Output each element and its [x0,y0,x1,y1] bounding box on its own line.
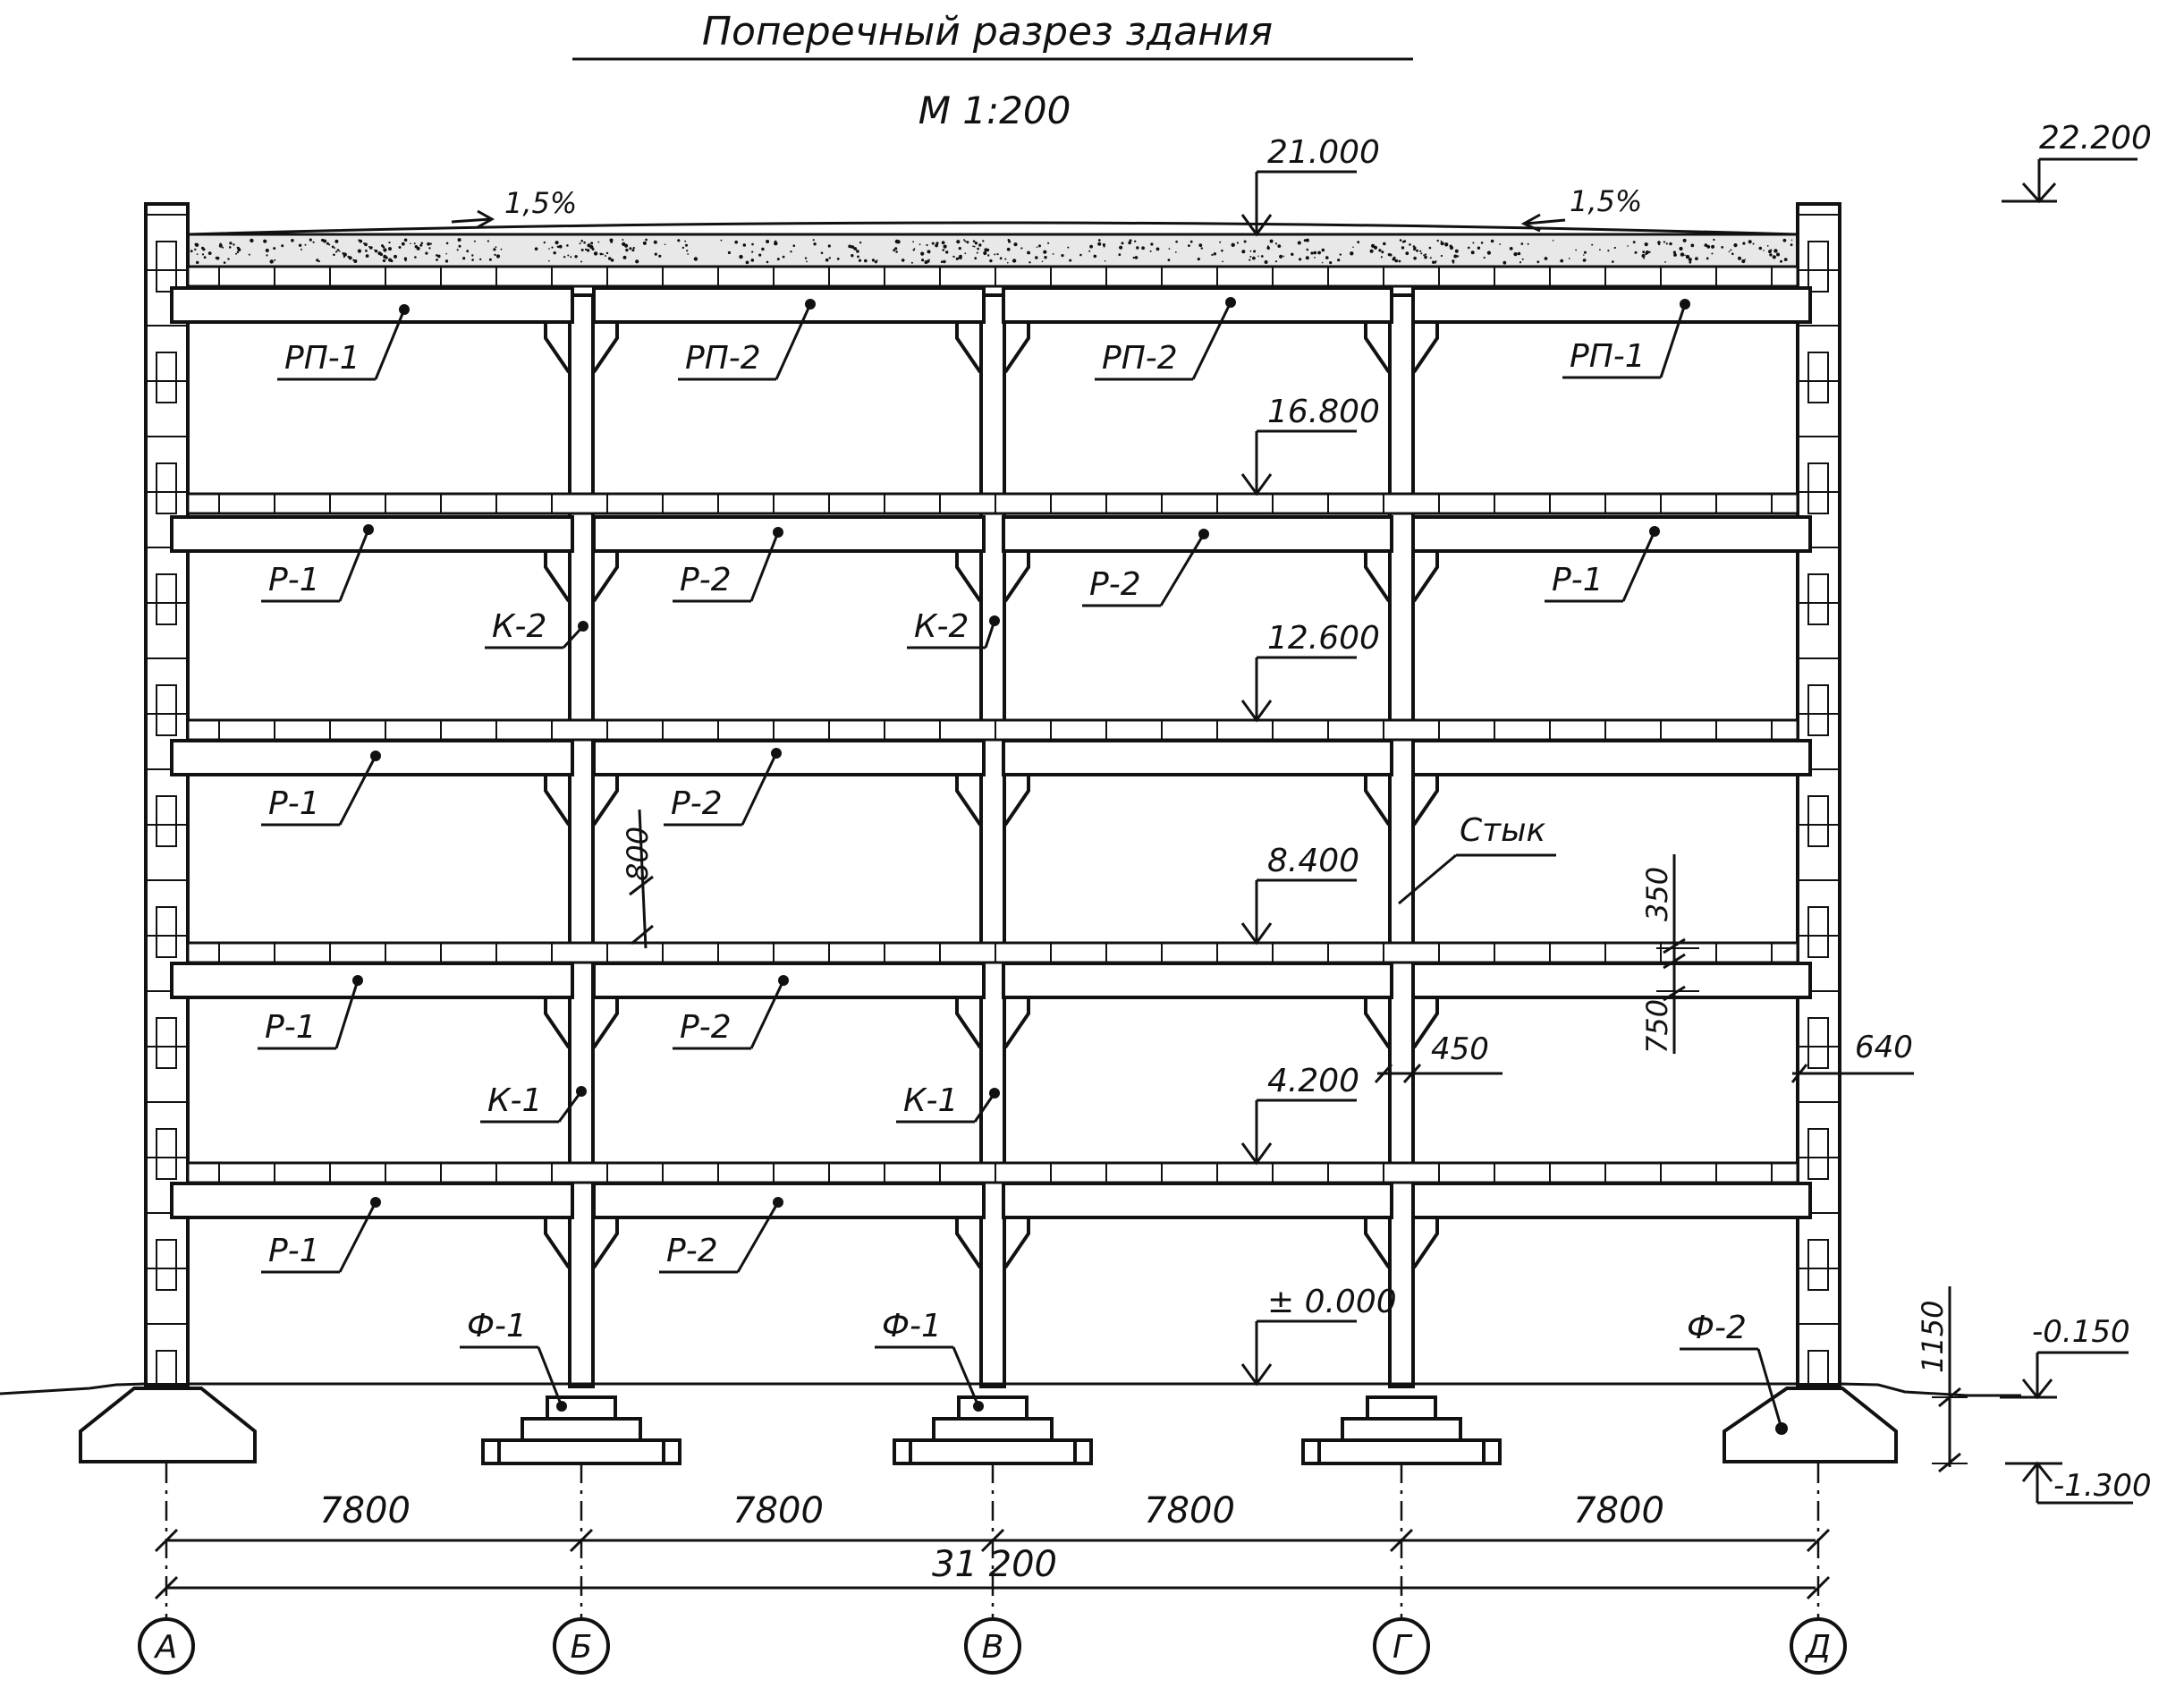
beam-level-3-span-2 [1003,963,1392,997]
level-mark-1 [1230,394,1380,494]
span-label-1: 7800 [319,1490,411,1531]
level-label-5: ± 0.000 [1267,1284,1397,1320]
label-beam-f2-1-text: Р-1 [265,1009,317,1046]
span-label-3: 7800 [1144,1490,1235,1531]
label-beam-f4-2-text: Р-2 [680,562,732,598]
ground-line [0,1384,2021,1395]
wall-right [1798,204,1840,1401]
beam-level-2-span-2 [1003,741,1392,775]
dim-640-label: 640 [1855,1030,1913,1065]
beam-level-0-span-2 [1003,288,1392,322]
axis-label-2: Б [570,1629,593,1666]
label-roof-beam-4-text: РП-1 [1570,338,1646,375]
floor-slab-4 [188,494,1798,513]
dim-800 [621,810,655,948]
axis-4 [1375,1463,1428,1673]
label-foundation-1-text: Ф-1 [467,1308,527,1344]
slope-left-arrow [452,211,492,227]
span-label-2: 7800 [732,1490,824,1531]
level-mark-0 [1230,134,1380,234]
slope-left-label: 1,5% [504,186,578,220]
level-mark-top [2002,120,2152,201]
level-label-3: 8.400 [1267,843,1360,879]
level-label-2: 12.600 [1267,620,1380,657]
label-beam-f3-2-text: Р-2 [671,785,723,822]
slope-right-label: 1,5% [1570,184,1643,218]
foundation-f1-1 [483,1397,680,1463]
floor-slab-2 [188,943,1798,963]
beam-level-4-span-2 [1003,1183,1392,1217]
label-roof-beam-2-text: РП-2 [685,340,761,377]
label-foundation-2-text: Ф-1 [882,1308,942,1344]
roof-slab [188,267,1798,286]
foundation-f1-2 [894,1397,1091,1463]
column-axis-1 [546,295,617,1387]
label-beam-f1-2-text: Р-2 [666,1233,718,1269]
label-column-lower-1-text: К-1 [487,1082,543,1119]
label-roof-beam-3-text: РП-2 [1102,340,1178,377]
beam-level-0-span-1 [594,288,984,322]
total-span-label: 31 200 [932,1544,1057,1585]
label-beam-f4-1-text: Р-1 [268,562,320,598]
label-column-upper-2-text: К-2 [914,608,969,645]
joint-callout [1399,812,1556,903]
beam-level-2-span-3 [1413,741,1810,775]
dim-450-label: 450 [1431,1031,1489,1067]
wall-left [146,204,188,1401]
beam-level-0-span-0 [172,288,572,322]
level-mark-3 [1230,843,1359,943]
label-foundation-3-text: Ф-2 [1687,1310,1747,1346]
beam-level-2-span-1 [594,741,984,775]
label-beam-f2-2-text: Р-2 [680,1009,732,1046]
beam-level-4-span-1 [594,1183,984,1217]
level-label-4: 4.200 [1267,1063,1360,1099]
dim-1150 [1916,1286,1968,1472]
level-mark-2 [1230,620,1380,720]
level-label-1: 16.800 [1267,394,1380,430]
axis-1 [140,1463,193,1673]
axis-label-4: Г [1392,1629,1411,1666]
dim-800-label: 800 [621,826,655,881]
beam-level-0-span-3 [1413,288,1810,322]
level-m0150-label: -0.150 [2032,1314,2130,1350]
dim-350-label: 350 [1640,866,1674,921]
column-axis-3 [1366,295,1437,1387]
dim-1150-label: 1150 [1916,1300,1950,1373]
beam-level-3-span-3 [1413,963,1810,997]
label-column-upper-1-text: К-2 [492,608,547,645]
axis-5 [1791,1463,1845,1673]
level-mark-4 [1230,1063,1359,1163]
beam-level-1-span-3 [1413,517,1810,551]
joint-label: Стык [1460,812,1546,849]
label-beam-f3-1-text: Р-1 [268,785,320,822]
level-mark-5 [1230,1284,1397,1384]
column-axis-2 [957,295,1029,1387]
axis-2 [554,1463,608,1673]
label-beam-f1-1-text: Р-1 [268,1233,320,1269]
axis-label-1: А [155,1629,178,1666]
drawing-title: Поперечный разрез здания [701,9,1274,55]
roof [188,184,1798,267]
level-mark-minus-0150 [2000,1314,2130,1397]
span-label-4: 7800 [1573,1490,1664,1531]
level-m1300-label: -1.300 [2053,1468,2152,1504]
foundation-f2-left [80,1388,255,1462]
level-mark-minus-1300 [2005,1463,2152,1504]
beam-level-4-span-3 [1413,1183,1810,1217]
label-roof-beam-1-text: РП-1 [284,340,360,377]
beam-level-3-span-0 [172,963,572,997]
label-column-lower-2-text: К-1 [903,1082,959,1119]
level-label-0: 21.000 [1267,134,1380,171]
foundation-f2-right [1724,1388,1896,1462]
label-beam-f4-3-text: Р-2 [1089,566,1141,603]
axis-label-3: В [981,1629,1004,1666]
floor-slab-3 [188,720,1798,740]
dim-750-label: 750 [1640,998,1674,1054]
label-beam-f4-4-text: Р-1 [1552,562,1604,598]
axis-label-5: Д [1805,1629,1832,1666]
floor-slab-1 [188,1163,1798,1183]
beam-level-1-span-1 [594,517,984,551]
level-top-label: 22.200 [2039,120,2152,157]
beam-level-1-span-0 [172,517,572,551]
foundation-f1-3 [1303,1397,1500,1463]
drawing-scale: М 1:200 [918,89,1071,132]
